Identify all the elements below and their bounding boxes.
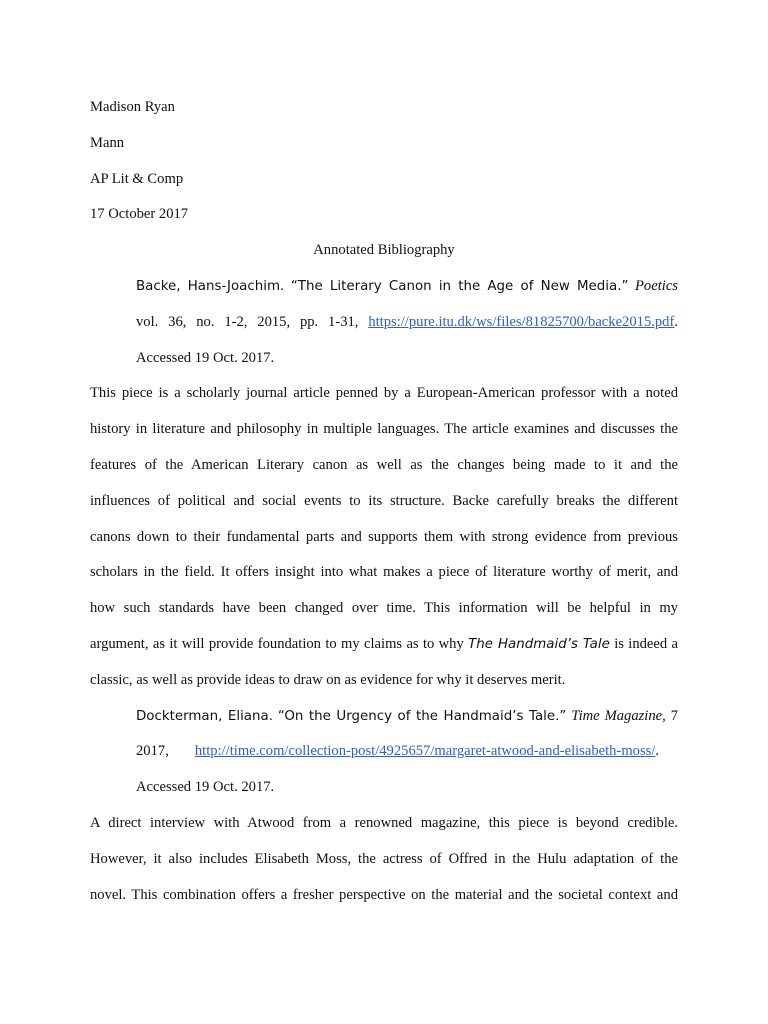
teacher-name: Mann bbox=[90, 134, 125, 151]
citation-1-accessed: Accessed 19 Oct. 2017. bbox=[136, 349, 275, 366]
course-name: AP Lit & Comp bbox=[90, 170, 184, 187]
annotation-1-line-8-after: is indeed a bbox=[614, 635, 678, 652]
citation-2-date: 7 bbox=[670, 707, 678, 724]
annotation-1-line-5: canons down to their fundamental parts and supports them with strong evidence from previous bbox=[90, 528, 678, 545]
citation-2-line-2: 2017, http://time.com/collection-post/4925657/margaret-atwood-and-elisabeth-moss/. bbox=[136, 743, 660, 760]
annotation-1-line-6: scholars in the field. It offers insight into what makes a piece of literature worthy of merit, and bbox=[90, 564, 678, 581]
document-date: 17 October 2017 bbox=[90, 206, 189, 223]
annotation-1-line-2: history in literature and philosophy in multiple languages. The article examines and discusses the bbox=[90, 421, 678, 438]
document-title: Annotated Bibliography bbox=[313, 242, 455, 259]
annotation-1-line-1: This piece is a scholarly journal article penned by a European-American professor with a noted bbox=[90, 385, 678, 402]
annotation-1-line-9: classic, as well as provide ideas to draw on as evidence for why it deserves merit. bbox=[90, 671, 566, 688]
citation-1-url-link[interactable]: https://pure.itu.dk/ws/files/81825700/backe2015.pdf bbox=[368, 313, 675, 330]
citation-1-line-1 bbox=[90, 269, 678, 305]
citation-2-accessed: Accessed 19 Oct. 2017. bbox=[136, 779, 275, 796]
citation-2-line-1 bbox=[90, 699, 678, 735]
citation-1-journal: Poetics bbox=[635, 277, 678, 294]
citation-1-details: vol. 36, no. 1-2, 2015, pp. 1-31, bbox=[136, 313, 359, 330]
annotation-1-line-7: how such standards have been changed over time. This information will be helpful in my bbox=[90, 600, 678, 617]
annotation-1-line-8 bbox=[90, 627, 678, 663]
annotation-2-line-3: novel. This combination offers a fresher perspective on the material and the societal context and bbox=[90, 886, 678, 903]
citation-2-journal: Time Magazine, bbox=[571, 707, 666, 724]
annotation-1-line-8-before: argument, as it will provide foundation to my claims as to why bbox=[90, 635, 464, 652]
annotation-2-line-2: However, it also includes Elisabeth Moss, the actress of Offred in the Hulu adaptation of the bbox=[90, 850, 678, 867]
annotation-1-line-3: features of the American Literary canon as well as the changes being made to it and the bbox=[90, 456, 678, 473]
annotation-1-book-title: The Handmaid’s Tale bbox=[468, 636, 610, 652]
citation-2-url-link[interactable]: http://time.com/collection-post/4925657/margaret-atwood-and-elisabeth-moss/ bbox=[194, 743, 656, 760]
document-page bbox=[90, 90, 678, 913]
citation-1-line-2: vol. 36, no. 1-2, 2015, pp. 1-31, https://pure.itu.dk/ws/files/81825700/backe2015.pdf. bbox=[136, 313, 678, 330]
citation-2-author: Dockterman, Eliana. bbox=[136, 708, 273, 724]
citation-2-year: 2017, bbox=[136, 743, 169, 760]
annotation-2-line-1: A direct interview with Atwood from a renowned magazine, this piece is beyond credible. bbox=[90, 814, 678, 831]
citation-2-title: “On the Urgency of the Handmaid’s Tale.” bbox=[277, 708, 567, 724]
student-name: Madison Ryan bbox=[90, 99, 175, 115]
annotation-1-line-4: influences of political and social events to its structure. Backe carefully breaks the different bbox=[90, 492, 678, 509]
citation-1-title: “The Literary Canon in the Age of New Media.” bbox=[290, 278, 629, 294]
citation-1-author: Backe, Hans-Joachim. bbox=[136, 278, 285, 294]
